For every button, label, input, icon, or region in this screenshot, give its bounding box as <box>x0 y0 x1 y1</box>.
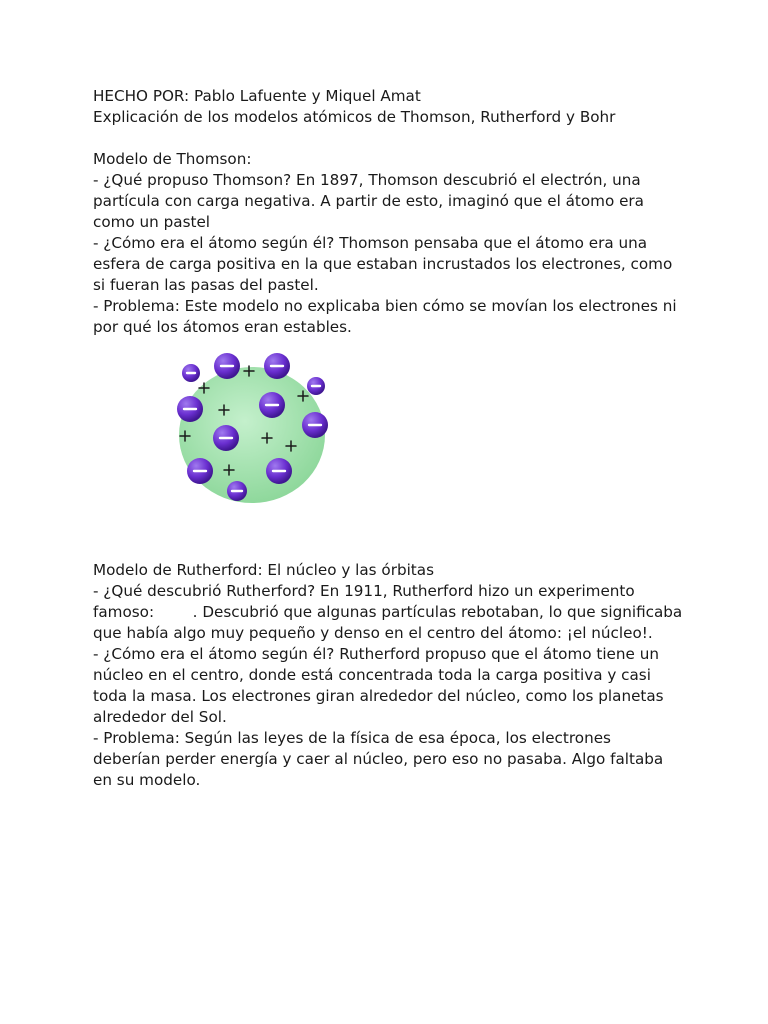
thomson-atom-figure <box>93 338 683 536</box>
thomson-question-1: - ¿Qué propuso Thomson? En 1897, Thomson descubrió el electrón, una partícula con carga negativa. A partir de esto, imaginó que el átomo era como un pastel <box>93 171 644 231</box>
thomson-problem: - Problema: Este modelo no explicaba bien cómo se movían los electrones ni por qué los átomos eran estables. <box>93 297 677 336</box>
authors-line: HECHO POR: Pablo Lafuente y Miquel Amat <box>93 87 421 105</box>
plum-pudding-illustration <box>174 350 334 520</box>
rutherford-question-1: - ¿Qué descubrió Rutherford? En 1911, Rutherford hizo un experimento famoso: . Descubrió que algunas partículas rebotaban, lo que significaba que había algo muy pequeño y denso en el centro del átomo: ¡el núcleo!. <box>93 582 688 642</box>
document-body <box>93 86 688 791</box>
spacer <box>93 128 683 149</box>
document-subtitle: Explicación de los modelos atómicos de Thomson, Rutherford y Bohr <box>93 108 616 126</box>
rutherford-question-2: - ¿Cómo era el átomo según él? Rutherford propuso que el átomo tiene un núcleo en el centro, donde está concentrada toda la carga positiva y casi toda la masa. Los electrones giran alrededor del núcleo, como los planetas alrededor del Sol. <box>93 645 664 726</box>
rutherford-heading: Modelo de Rutherford: El núcleo y las órbitas <box>93 561 434 579</box>
thomson-heading: Modelo de Thomson: <box>93 150 252 168</box>
rutherford-problem: - Problema: Según las leyes de la física de esa época, los electrones deberían perder energía y caer al núcleo, pero eso no pasaba. Algo faltaba en su modelo. <box>93 729 664 789</box>
thomson-question-2: - ¿Cómo era el átomo según él? Thomson pensaba que el átomo era una esfera de carga positiva en la que estaban incrustados los electrones, como si fueran las pasas del pastel. <box>93 234 673 294</box>
spacer <box>93 536 683 560</box>
